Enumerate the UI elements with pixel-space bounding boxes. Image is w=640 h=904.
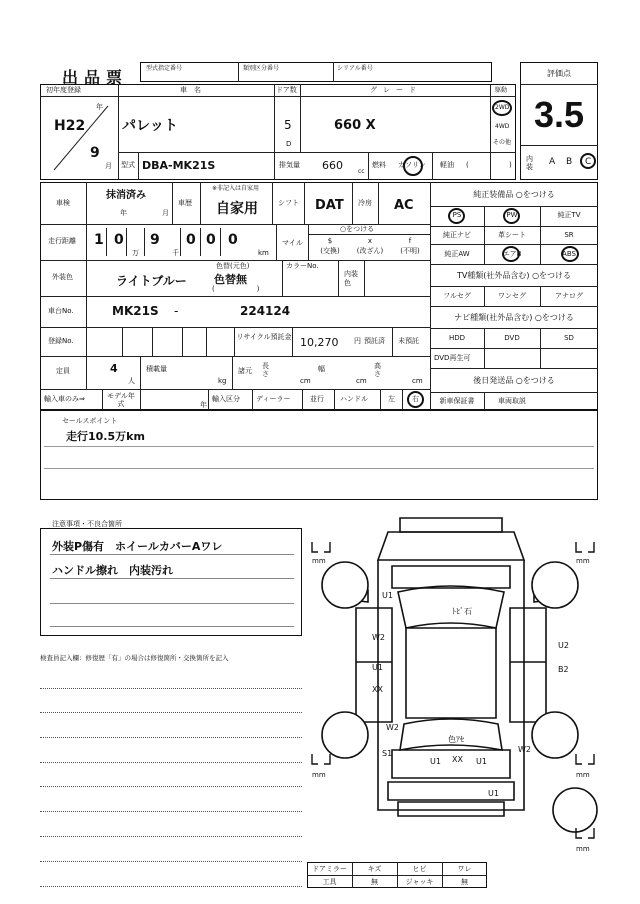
recycle-yen: 円 [354,337,361,345]
model-label: 型式 [121,161,135,169]
paren-close: ) [509,161,512,169]
equip-airbag-circle [502,246,520,262]
mileage-digit-6: 0 [228,232,238,248]
fuel-gasoline: ガソリン [398,161,426,169]
interior-color-label: 内装色 [344,270,358,287]
recycle-paid: 預託済 [364,337,385,345]
paren-open: ( [466,161,469,169]
import-parallel: 並行 [310,395,324,403]
dims-label: 諸元 [238,367,252,375]
mileage-digit-3: 9 [150,232,160,248]
score-label: 評価点 [547,69,571,78]
footer-crack: ワレ [457,865,472,873]
grade-label: グレード [370,86,422,94]
history-value: 自家用 [216,201,258,217]
import-class-label: 輸入区分 [212,395,240,403]
diag-mm-rl: mm [312,771,326,779]
diag-w2-left: W2 [372,633,385,642]
mileage-opt1: $ [327,237,333,245]
month-unit: 月 [105,162,112,170]
equip-abs: ABS [562,250,576,258]
first-reg-label: 初年度登録 [46,86,81,94]
model-year-label: モデル年式 [107,392,135,408]
import-right: 右 [412,395,419,403]
mileage-man: 万 [132,249,139,257]
interior-c: C [585,157,592,167]
diag-u1-rear-1: U1 [430,757,441,766]
shift-value: DAT [315,198,344,213]
era-value: H22 [54,118,86,134]
dims-width-cm: cm [356,377,367,385]
diag-u1-bumper: U1 [488,789,499,798]
year-unit: 年 [96,103,103,111]
drive-4wd: 4WD [495,123,510,130]
import-handle: ハンドル [340,395,368,403]
import-right-circle [407,391,424,408]
shift-label: シフト [278,199,299,207]
diag-xx-left: XX [372,685,383,694]
diag-w2-rear-right: W2 [518,745,531,754]
mileage-digit-4: 0 [186,232,196,248]
drive-2wd-circle [492,100,512,116]
diag-s1: S1 [382,749,393,758]
diag-u1-rear-2: U1 [476,757,487,766]
import-label: 輸入車のみ⇒ [44,395,85,403]
aircon-value: AC [394,198,414,213]
footer-chip: ヒビ [412,865,427,873]
car-name: パレット [122,118,178,134]
dims-length-cm: cm [300,377,311,385]
inspection-label: 車検 [56,199,70,207]
mileage-digit-1: 1 [94,232,104,248]
history-label: 車歴 [178,199,192,207]
equip-abs-circle [561,246,579,262]
mileage-opt3: f [408,237,412,245]
tv-analog: アナログ [555,292,583,300]
interior-c-circle [580,153,596,169]
capacity-label: 定員 [56,367,70,375]
orig-color-label: 色替(元色) [216,262,250,270]
diag-windshield-note: ﾄﾋﾞ石 [452,607,472,616]
name-label: 車 名 [180,86,201,94]
navi-dvd-play: DVD再生可 [434,354,471,362]
equipment-title: 純正装備品 ○をつける [473,190,555,199]
interior-label: 内装 [526,155,533,171]
fuel-gasoline-circle [403,156,423,176]
diag-rear-note: 色ｱｾ [448,735,464,744]
notes-line-2: ハンドル擦れ 内装汚れ [52,564,173,577]
sales-point-text: 走行10.5万km [66,430,145,443]
diag-mm-rr: mm [576,771,590,779]
mileage-opt3b: (不明) [400,247,420,255]
fuel-light-oil: 軽油 [440,161,454,169]
import-dealer: ディーラー [256,395,291,403]
capacity-value: 4 [110,362,118,375]
car-body-diagram [300,510,600,860]
recycle-unpaid: 未預託 [398,337,419,345]
mileage-digit-5: 0 [206,232,216,248]
form-title: 出品票 [62,68,129,87]
equip-pw: PW [506,211,518,219]
tv-fullseg: フルセグ [443,292,471,300]
doors-label: ドア数 [276,86,297,94]
later-warranty: 新車保証書 [439,397,475,405]
mileage-km: km [258,249,269,257]
orig-color-paren: ( ) [212,285,260,293]
diag-mm-fl: mm [312,557,326,565]
history-note: ※非記入は自家用 [212,185,260,192]
orig-color-value: 色替無 [214,273,247,286]
inspection-month: 月 [162,209,169,217]
month-value: 9 [90,145,100,161]
recycle-value: 10,270 [300,336,339,349]
notes-line-1: 外装P傷有 ホイールカバーAワレ [52,540,223,553]
dims-length: 長さ [262,362,269,378]
footer-tools: 工具 [322,878,337,886]
inspection-year: 年 [120,209,127,217]
navi-sd: SD [564,334,574,342]
door-count: 5 [284,118,292,132]
diag-b2-right: B2 [558,665,569,674]
chassis-prefix: MK21S [112,304,159,318]
drive-2wd: 2WD [495,104,510,111]
dims-height-cm: cm [412,377,423,385]
mileage-circle-note: ○をつける [340,225,375,233]
equip-tv: 純正TV [557,211,581,219]
diag-u2-right: U2 [558,641,569,650]
tv-oneseg: ワンセグ [498,292,526,300]
equip-sr: SR [564,231,574,239]
color-label: 外装色 [52,273,73,281]
dims-width: 幅 [318,365,325,373]
displacement-value: 660 [322,159,343,172]
mileage-opt2b: (改ざん) [356,247,384,255]
footer-tools-value: 無 [371,878,378,886]
color-code-label: カラーNo. [286,262,319,270]
header-id-strip [140,62,492,82]
mileage-mile: マイル [282,239,303,247]
load-label: 積載量 [146,365,167,373]
displacement-label: 排気量 [279,161,300,169]
mileage-sen: 千 [172,249,179,257]
sales-point-box [40,410,598,500]
chassis-label: 車台No. [48,307,74,315]
mileage-label: 走行距離 [48,237,76,245]
diag-mm-spare: mm [576,845,590,853]
color-value: ライトブルー [116,274,187,288]
footer-scratch: キズ [367,865,382,873]
diag-w2-rear-left: W2 [386,723,399,732]
equip-navi: 純正ナビ [443,231,471,239]
load-kg: kg [218,377,227,385]
score-value: 3.5 [533,94,585,135]
equip-aw: 純正AW [444,250,470,258]
dims-height: 高さ [374,362,381,378]
recycle-label: リサイクル預託金 [236,333,292,341]
tv-type-title: TV種類(社外品含む) ○をつける [456,271,572,280]
model-cert-label: 型式指定番号 [146,65,183,72]
equip-ps-circle [448,208,465,224]
sales-point-label: セールスポイント [62,417,118,425]
drive-other: その他 [493,139,512,146]
equip-pw-circle [503,208,520,224]
import-left: 左 [388,395,395,403]
navi-type-title: ナビ種類(社外品含む) ○をつける [454,313,574,322]
mileage-digit-2: 0 [114,232,124,248]
chassis-dash: - [174,304,179,318]
aircon-label: 冷房 [358,199,372,207]
cc-unit: cc [358,168,365,175]
navi-dvd: DVD [504,334,520,342]
inspector-label: 検査員記入欄：修復歴「有」の場合は修復箇所・交換箇所を記入 [40,654,229,662]
diag-xx-rear: XX [452,755,463,764]
interior-b: B [566,157,573,167]
grade-value: 660 X [334,118,376,133]
capacity-unit: 人 [128,377,135,385]
diag-mm-fr: mm [576,557,590,565]
footer-door-mirror: ドアミラー [312,865,347,873]
class-label: 類別区分番号 [243,65,280,72]
footer-jack: ジャッキ [405,878,434,886]
mileage-opt1b: (交換) [320,247,340,255]
fuel-label: 燃料 [372,161,386,169]
later-title: 後日発送品 ○をつける [473,376,555,385]
later-manual: 車両取説 [498,397,526,405]
footer-jack-value: 無 [461,878,468,886]
model-value: DBA-MK21S [142,159,216,172]
serial-label: シリアル番号 [337,65,373,72]
regno-label: 登録No. [48,337,74,345]
mileage-opt2: x [367,237,373,245]
equip-ps: PS [452,211,462,219]
door-unit: D [286,140,292,148]
equip-airbag: エアB [502,250,522,258]
diag-u1-left: U1 [372,663,383,672]
interior-a: A [549,157,556,167]
navi-hdd: HDD [448,334,466,342]
chassis-number: 224124 [240,304,291,318]
equip-leather: 革シート [498,231,526,239]
inspection-value: 抹消済み [106,190,146,201]
diag-u1-front: U1 [382,591,393,600]
drive-label: 駆動 [495,87,508,94]
import-year: 年 [200,401,207,409]
notes-label: 注意事項・不良合箇所 [52,520,122,528]
